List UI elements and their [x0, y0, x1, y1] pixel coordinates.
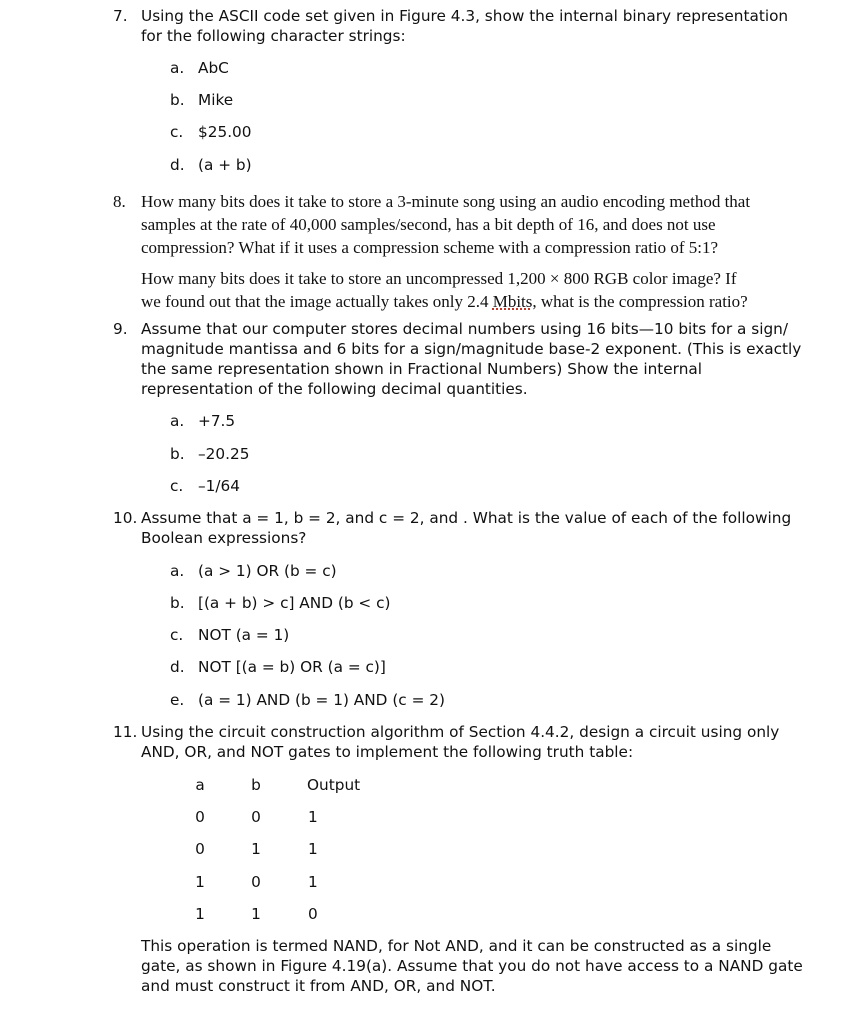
question-text-line: Assume that our computer stores decimal numbers using 16 bits—10 bits for a sign/ — [141, 320, 789, 338]
question-text-line — [141, 290, 748, 313]
question-text-line: the same representation shown in Fractional Numbers) Show the internal — [141, 360, 703, 378]
item-text: NOT [(a = b) OR (a = c)] — [198, 658, 386, 676]
question-text-line: for the following character strings: — [141, 27, 406, 45]
question-text-line: samples at the rate of 40,000 samples/second, has a bit depth of 16, and does not use — [141, 215, 716, 234]
question-number: 8. — [113, 192, 126, 211]
item-label: b. — [170, 594, 185, 612]
list-item — [170, 625, 289, 645]
table-cell: 1 — [251, 840, 261, 858]
item-text: Mike — [198, 91, 234, 109]
item-text: (a + b) — [198, 156, 252, 174]
item-text: +7.5 — [198, 412, 236, 430]
table-cell: 1 — [251, 905, 261, 923]
table-cell: 1 — [195, 873, 205, 891]
item-label: b. — [170, 445, 185, 463]
question-text-line: Using the circuit construction algorithm of Section 4.4.2, design a circuit using only — [141, 723, 780, 741]
table-cell: 1 — [195, 905, 205, 923]
table-cell: 1 — [308, 808, 318, 826]
question-text-line: How many bits does it take to store a 3-minute song using an audio encoding method that — [141, 192, 751, 211]
question-text-line: AND, OR, and NOT gates to implement the following truth table: — [141, 743, 634, 761]
list-item — [170, 411, 235, 431]
item-text: –1/64 — [198, 477, 240, 495]
table-cell: 0 — [251, 873, 261, 891]
list-item — [170, 155, 252, 175]
question-text-line: Assume that a = 1, b = 2, and c = 2, and . What is the value of each of the following — [141, 509, 792, 527]
list-item — [170, 58, 229, 78]
question-text-line: compression? What if it uses a compression scheme with a compression ratio of 5:1? — [141, 238, 719, 257]
item-text: (a = 1) AND (b = 1) AND (c = 2) — [198, 691, 445, 709]
item-label: a. — [170, 412, 185, 430]
list-item — [170, 122, 252, 142]
table-cell: 1 — [308, 840, 318, 858]
item-label: c. — [170, 477, 184, 495]
question-number: 9. — [113, 320, 128, 338]
item-label: b. — [170, 91, 185, 109]
table-cell: 0 — [195, 808, 205, 826]
item-label: d. — [170, 156, 185, 174]
item-label: c. — [170, 123, 184, 141]
list-item — [170, 90, 233, 110]
question-text-line: and must construct it from AND, OR, and NOT. — [141, 977, 496, 995]
item-label: a. — [170, 562, 185, 580]
question-text-line: gate, as shown in Figure 4.19(a). Assume that you do not have access to a NAND gate — [141, 957, 803, 975]
text-segment: we found out that the image actually takes only 2.4 — [141, 292, 493, 311]
question-text-line: How many bits does it take to store an uncompressed 1,200 × 800 RGB color image? If — [141, 269, 737, 288]
item-text: $25.00 — [198, 123, 252, 141]
text-segment: , what is the compression ratio? — [532, 292, 748, 311]
item-text: –20.25 — [198, 445, 250, 463]
item-label: e. — [170, 691, 185, 709]
question-text-line: representation of the following decimal quantities. — [141, 380, 528, 398]
item-text: NOT (a = 1) — [198, 626, 290, 644]
item-text: [(a + b) > c] AND (b < c) — [198, 594, 391, 612]
item-label: a. — [170, 59, 185, 77]
list-item — [170, 593, 390, 613]
table-header: b — [251, 776, 261, 794]
table-cell: 1 — [308, 873, 318, 891]
item-label: d. — [170, 658, 185, 676]
table-cell: 0 — [195, 840, 205, 858]
item-label: c. — [170, 626, 184, 644]
question-number: 11. — [113, 723, 138, 741]
table-cell: 0 — [308, 905, 318, 923]
table-cell: 0 — [251, 808, 261, 826]
question-text-line: magnitude mantissa and 6 bits for a sign/magnitude base-2 exponent. (This is exactly — [141, 340, 802, 358]
question-text-line: Using the ASCII code set given in Figure 4.3, show the internal binary representation — [141, 7, 789, 25]
question-number: 10. — [113, 509, 138, 527]
list-item — [170, 657, 386, 677]
list-item — [170, 690, 445, 710]
table-header: a — [195, 776, 205, 794]
table-header: Output — [307, 776, 361, 794]
list-item — [170, 561, 337, 581]
list-item — [170, 476, 240, 496]
question-number: 7. — [113, 7, 128, 25]
list-item — [170, 444, 249, 464]
question-text-line: Boolean expressions? — [141, 529, 307, 547]
item-text: (a > 1) OR (b = c) — [198, 562, 337, 580]
question-text-line: This operation is termed NAND, for Not AND, and it can be constructed as a single — [141, 937, 772, 955]
item-text: AbC — [198, 59, 229, 77]
spellcheck-marked-word: Mbits — [492, 292, 533, 311]
